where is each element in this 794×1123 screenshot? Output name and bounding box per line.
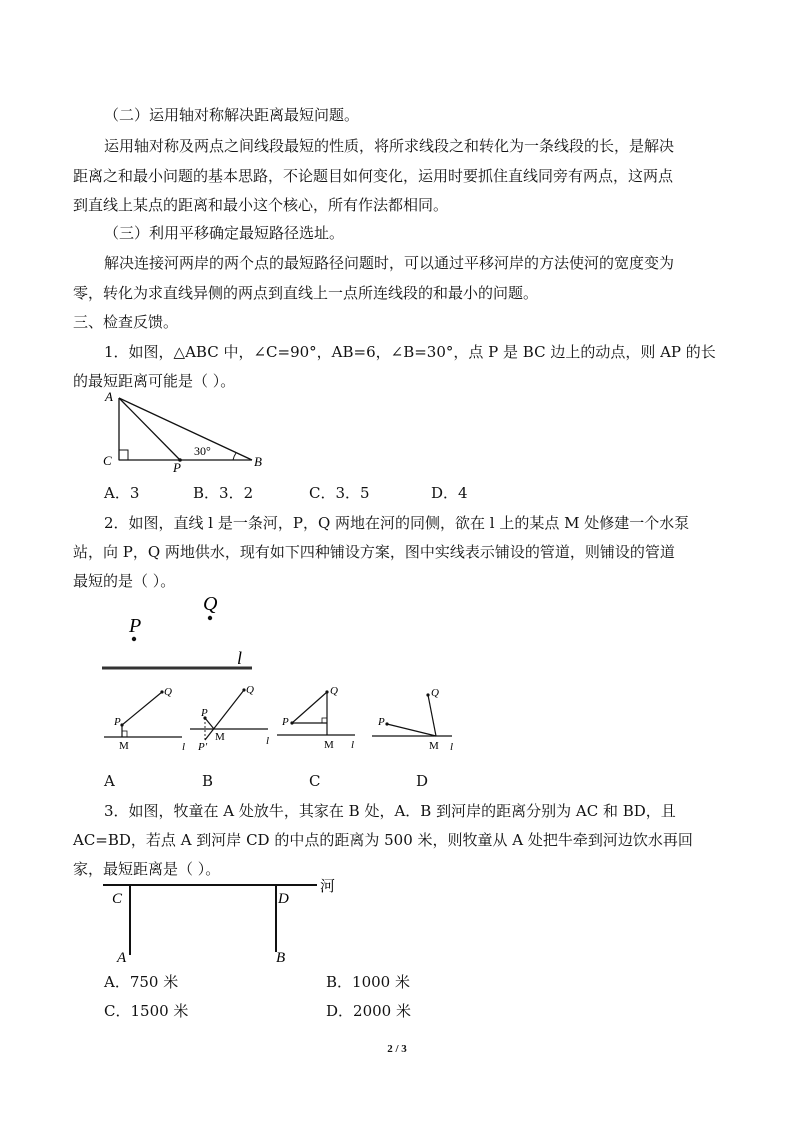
q1-triangle-figure: [96, 386, 276, 472]
section-2-body-line-1: 运用轴对称及两点之间线段最短的性质，将所求线段之和转化为一条线段的长，是解决: [104, 137, 675, 155]
q3-label-river: 河: [320, 879, 336, 895]
part-3-heading: 三、检查反馈。: [73, 313, 179, 331]
q2-option-label-a: A: [104, 772, 115, 790]
q2a-label-Q: Q: [164, 686, 172, 698]
q3-label-B: B: [276, 950, 286, 966]
q2a-label-M: M: [119, 740, 129, 752]
q3-option-b: B．1000 米: [326, 973, 410, 991]
q2b-label-M: M: [215, 731, 225, 743]
q1-label-C: C: [103, 453, 112, 468]
q2-river-figure: [100, 588, 260, 674]
q2c-label-P: P: [282, 716, 289, 728]
q3-option-c: C．1500 米: [104, 1002, 189, 1020]
q3-label-D: D: [278, 891, 289, 907]
q3-label-A: A: [117, 950, 127, 966]
q3-line-3: 家，最短距离是（ ）。: [73, 860, 221, 878]
q2d-label-M: M: [429, 740, 439, 752]
q2-line-2: 站，向 P，Q 两地供水，现有如下四种铺设方案，图中实线表示铺设的管道，则铺设的管道: [73, 543, 675, 561]
q2-option-d-figure: [370, 682, 462, 752]
q2-line-3: 最短的是（ ）。: [73, 572, 176, 590]
q2a-label-P: P: [114, 716, 121, 728]
q1-angle-label: 30°: [194, 444, 211, 458]
q3-line-2: AC=BD，若点 A 到河岸 CD 的中点的距离为 500 米，则牧童从 A 处把牛牵到河边饮水再回: [73, 831, 693, 849]
q2d-label-Q: Q: [431, 687, 439, 699]
q1-label-P: P: [173, 460, 181, 472]
q1-label-B: B: [254, 454, 262, 469]
q2-option-b-figure: [188, 682, 276, 752]
q2-label-P: P: [129, 615, 142, 637]
q2b-label-P: P: [201, 707, 208, 719]
q2-label-Q: Q: [203, 593, 218, 615]
q1-line-2: 的最短距离可能是（ ）。: [73, 372, 236, 390]
q1-option-d: D．4: [431, 484, 468, 502]
q1-option-c: C．3．5: [309, 484, 370, 502]
q1-label-A: A: [105, 389, 113, 404]
q2c-label-l: l: [351, 739, 355, 751]
page-number: 2 / 3: [387, 1043, 407, 1055]
q2-option-label-c: C: [309, 772, 321, 790]
q2a-label-l: l: [182, 741, 186, 752]
q2-line-1: 2．如图，直线 l 是一条河，P，Q 两地在河的同侧，欲在 l 上的某点 M 处修建一个水泵: [104, 514, 690, 532]
q1-option-a: A．3: [104, 484, 140, 502]
q2b-label-l: l: [266, 735, 270, 747]
section-2-heading: （二）运用轴对称解决距离最短问题。: [104, 106, 360, 124]
q3-label-C: C: [112, 891, 123, 907]
q3-option-a: A．750 米: [104, 973, 179, 991]
q1-line-1: 1．如图，△ABC 中，∠C=90°，AB=6，∠B=30°，点 P 是 BC 边上的动点，则 AP 的长: [104, 343, 716, 361]
section-3-body-line-2: 零，转化为求直线异侧的两点到直线上一点所连线段的和最小的问题。: [73, 284, 539, 302]
q3-line-1: 3．如图，牧童在 A 处放牛，其家在 B 处，A．B 到河岸的距离分别为 AC 和 BD，且: [104, 802, 676, 820]
section-3-body-line-1: 解决连接河两岸的两个点的最短路径问题时，可以通过平移河岸的方法使河的宽度变为: [104, 254, 675, 272]
q2-option-c-figure: [275, 682, 365, 752]
q2-option-label-d: D: [416, 772, 429, 790]
q3-option-d: D．2000 米: [326, 1002, 411, 1020]
q2-option-label-b: B: [202, 772, 214, 790]
section-2-body-line-2: 距离之和最小问题的基本思路，不论题目如何变化，运用时要抓住直线同旁有两点，这两点: [73, 167, 674, 185]
q2b-label-Q: Q: [246, 684, 254, 696]
q2b-label-P-prime: P′: [198, 741, 208, 752]
q1-option-b: B．3．2: [193, 484, 254, 502]
q2d-label-l: l: [450, 741, 454, 752]
q2c-label-M: M: [324, 739, 334, 751]
q2-label-l: l: [237, 648, 243, 668]
q3-river-figure: [100, 876, 350, 968]
section-2-body-line-3: 到直线上某点的距离和最小这个核心，所有作法都相同。: [73, 196, 449, 214]
q2-option-a-figure: [102, 682, 190, 752]
q2d-label-P: P: [378, 716, 385, 728]
q2c-label-Q: Q: [330, 685, 338, 697]
section-3-heading: （三）利用平移确定最短路径选址。: [104, 224, 345, 242]
